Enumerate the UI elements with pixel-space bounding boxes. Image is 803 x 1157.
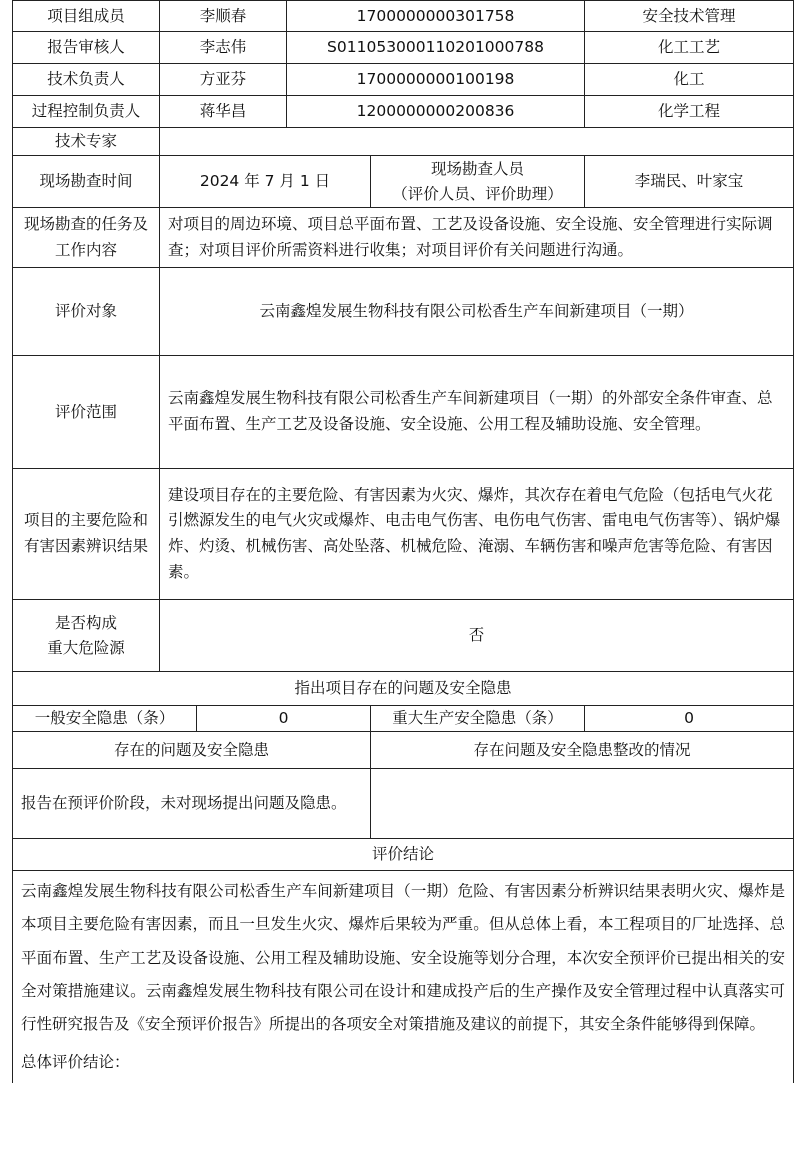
task-label: 现场勘查的任务及工作内容 — [13, 208, 160, 268]
survey-people-label-line2: （评价人员、评价助理） — [392, 184, 563, 203]
scope-row — [13, 356, 794, 469]
major-hazard-label-line1: 是否构成 — [54, 614, 117, 633]
staff-role: 技术负责人 — [13, 64, 160, 96]
staff-id: S011053000110201000788 — [287, 32, 585, 64]
issues-content-row — [13, 769, 794, 839]
issues-left-value: 报告在预评价阶段，未对现场提出问题及隐患。 — [13, 769, 371, 839]
staff-name: 方亚芬 — [160, 64, 287, 96]
issues-columns-row — [13, 732, 794, 769]
conclusion-header: 评价结论 — [13, 839, 794, 871]
general-hazard-value: 0 — [197, 706, 371, 732]
tech-expert-label: 技术专家 — [13, 128, 160, 156]
scope-label: 评价范围 — [13, 356, 160, 469]
staff-field: 化工工艺 — [585, 32, 794, 64]
conclusion-text: 云南鑫煌发展生物科技有限公司松香生产车间新建项目（一期）危险、有害因素分析辨识结果表明火灾、爆炸是本项目主要危险有害因素，而且一旦发生火灾、爆炸后果较为严重。但从总体上看，本工程项目的厂址选择、总平面布置、生产工艺及设备设施、公用工程及辅助设施、安全设施等划分合理，本次安全预评价已提出相关的安全对策措施建议。云南鑫煌发展生物科技有限公司在设计和建成投产后的生产操作及安全管理过程中认真落实可行性研究报告及《安全预评价报告》所提出的各项安全对策措施及建议的前提下，其安全条件能够得到保障。 — [21, 882, 786, 1034]
staff-role: 报告审核人 — [13, 32, 160, 64]
issues-right-value — [371, 769, 794, 839]
evaluation-form — [12, 0, 793, 1083]
staff-role: 项目组成员 — [13, 1, 160, 32]
survey-people-value: 李瑞民、叶家宝 — [585, 156, 794, 208]
hazards-value: 建设项目存在的主要危险、有害因素为火灾、爆炸，其次存在着电气危险（包括电气火花引燃源发生的电气火灾或爆炸、电击电气伤害、电伤电气伤害、雷电电气伤害等）、锅炉爆炸、灼烫、机械伤害、高处坠落、机械危险、淹溺、车辆伤害和噪声危害等危险、有害因素。 — [160, 469, 794, 600]
major-production-hazard-value: 0 — [585, 706, 794, 732]
task-row — [13, 208, 794, 268]
conclusion-row — [13, 871, 794, 1083]
object-row — [13, 268, 794, 356]
tech-expert-row — [13, 128, 794, 156]
staff-name: 李顺春 — [160, 1, 287, 32]
site-survey-row — [13, 156, 794, 208]
survey-time-label: 现场勘查时间 — [13, 156, 160, 208]
major-hazard-label-line2: 重大危险源 — [47, 638, 125, 657]
object-label: 评价对象 — [13, 268, 160, 356]
issues-col-right: 存在问题及安全隐患整改的情况 — [371, 732, 794, 769]
scope-value: 云南鑫煌发展生物科技有限公司松香生产车间新建项目（一期）的外部安全条件审查、总平面布置、生产工艺及设备设施、安全设施、公用工程及辅助设施、安全管理。 — [160, 356, 794, 469]
evaluation-table — [12, 0, 794, 1083]
staff-role: 过程控制负责人 — [13, 96, 160, 128]
task-value: 对项目的周边环境、项目总平面布置、工艺及设备设施、安全设施、安全管理进行实际调查；对项目评价所需资料进行收集；对项目评价有关问题进行沟通。 — [160, 208, 794, 268]
staff-id: 1200000000200836 — [287, 96, 585, 128]
major-production-hazard-label: 重大生产安全隐患（条） — [371, 706, 585, 732]
object-value: 云南鑫煌发展生物科技有限公司松香生产车间新建项目（一期） — [160, 268, 794, 356]
staff-row — [13, 96, 794, 128]
issues-header: 指出项目存在的问题及安全隐患 — [13, 672, 794, 706]
hazard-count-row — [13, 706, 794, 732]
staff-row — [13, 64, 794, 96]
conclusion-cell — [13, 871, 794, 1083]
tech-expert-value — [160, 128, 794, 156]
staff-id: 1700000000100198 — [287, 64, 585, 96]
hazards-label: 项目的主要危险和有害因素辨识结果 — [13, 469, 160, 600]
survey-people-label — [371, 156, 585, 208]
staff-field: 安全技术管理 — [585, 1, 794, 32]
staff-row — [13, 32, 794, 64]
survey-people-label-line1: 现场勘查人员 — [431, 160, 525, 179]
issues-header-row — [13, 672, 794, 706]
staff-id: 1700000000301758 — [287, 1, 585, 32]
conclusion-header-row — [13, 839, 794, 871]
staff-row — [13, 1, 794, 32]
staff-field: 化学工程 — [585, 96, 794, 128]
staff-name: 李志伟 — [160, 32, 287, 64]
hazards-row — [13, 469, 794, 600]
issues-col-left: 存在的问题及安全隐患 — [13, 732, 371, 769]
major-hazard-value: 否 — [160, 600, 794, 672]
major-hazard-row — [13, 600, 794, 672]
general-hazard-label: 一般安全隐患（条） — [13, 706, 197, 732]
overall-conclusion-label: 总体评价结论： — [21, 1052, 130, 1071]
staff-field: 化工 — [585, 64, 794, 96]
major-hazard-label — [13, 600, 160, 672]
staff-name: 蒋华昌 — [160, 96, 287, 128]
survey-time-value: 2024 年 7 月 1 日 — [160, 156, 371, 208]
